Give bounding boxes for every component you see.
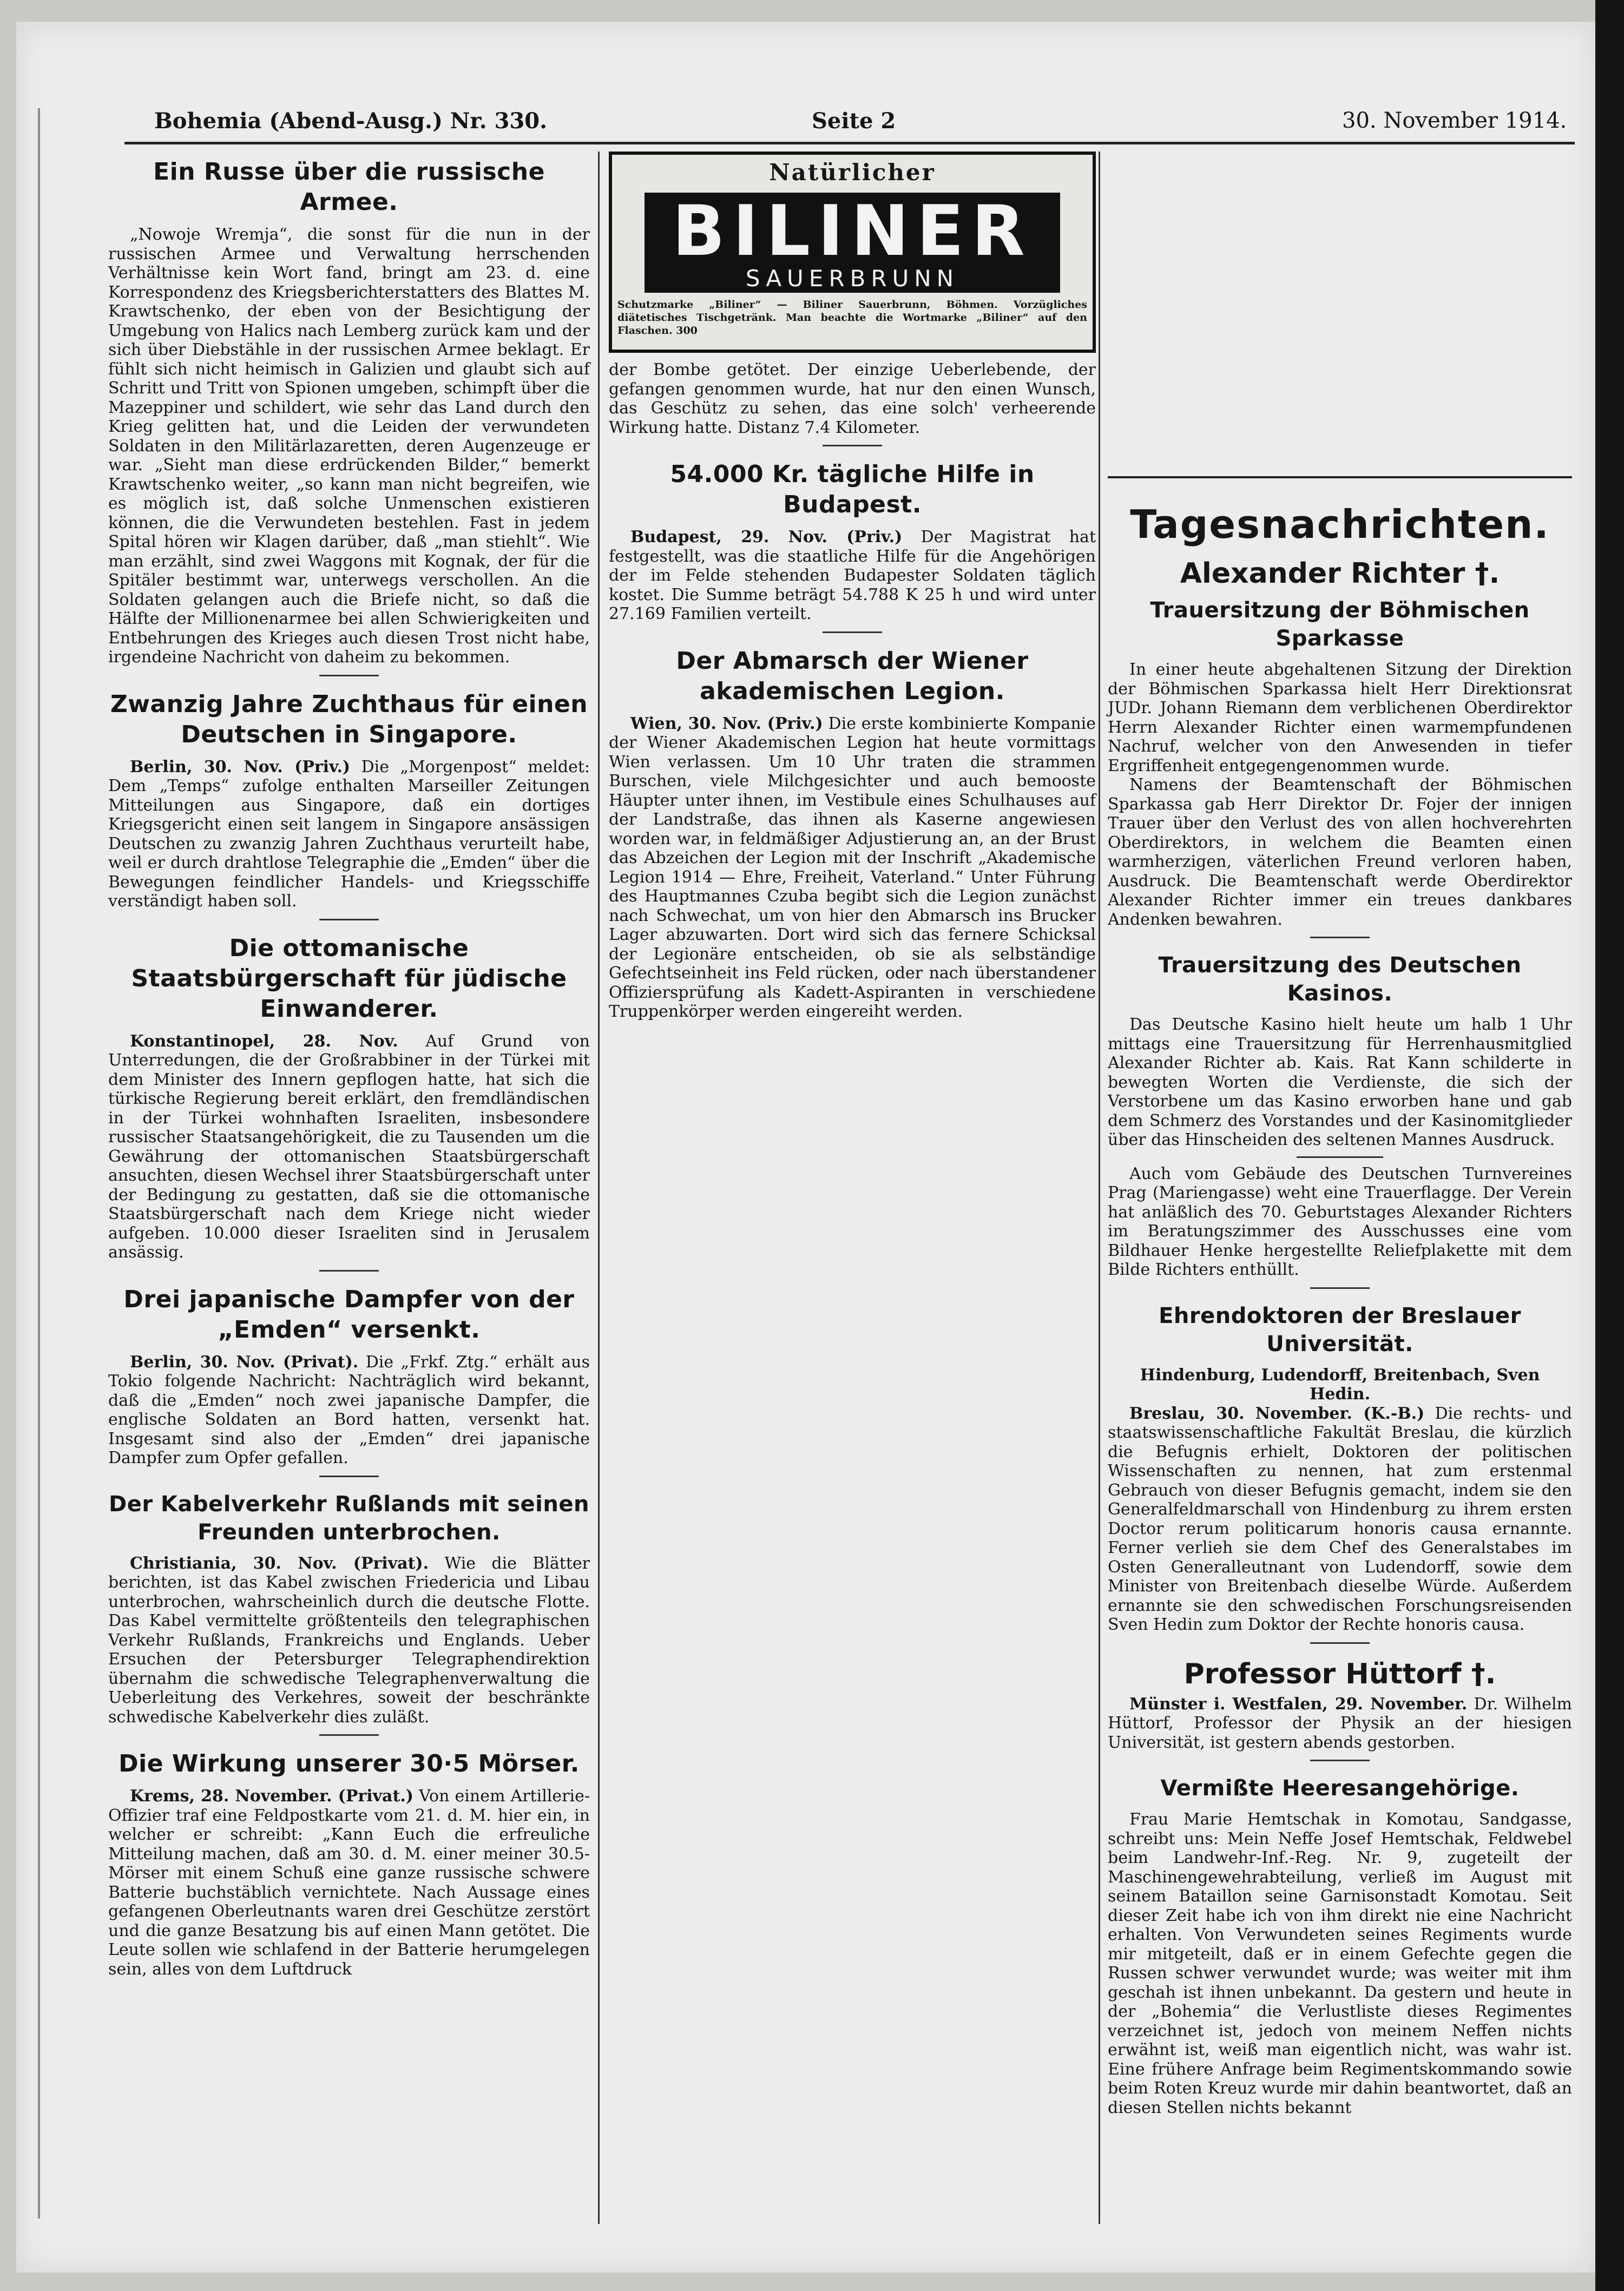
- article-title: Ehrendoktoren der Breslauer Universität.: [1159, 1303, 1521, 1357]
- obituary-title: Professor Hüttorf †.: [1184, 1657, 1496, 1690]
- article-title: Ein Russe über die russische Armee.: [153, 158, 545, 216]
- biliner-advertisement: [609, 152, 1096, 353]
- article-sparkasse: [1108, 596, 1572, 938]
- running-head-left: Bohemia (Abend-Ausg.) Nr. 330.: [154, 108, 548, 134]
- article-vermisst: [1108, 1774, 1572, 2117]
- article-body: [609, 528, 1096, 624]
- article-title: Vermißte Heeresangehörige.: [1160, 1776, 1520, 1801]
- column-rule: [598, 152, 600, 2224]
- article-title: Drei japanische Dampfer von der „Emden“ versenkt.: [123, 1285, 575, 1344]
- article-body: [1108, 1404, 1572, 1635]
- separator: [823, 445, 882, 446]
- article-huettorf: [1108, 1695, 1572, 1762]
- separator: [319, 919, 379, 920]
- article-text: Die rechts- und staatswissenschaftliche Fakultät Breslau, die kürzlich die Befugnis erhielt, Doktoren der politischen Wissenschaften zu nennen, hat zum erstenmal Gebrauch von dieser Befugnis gemacht, indem sie den Generalfeldmarschall von Hindenburg zu ihrem ersten Doctor rerum politicarum honoris causa ernannte. Ferner verlieh sie dem Chef des Generalstabes im Osten Generalleutnant von Ludendorff, sowie dem Minister von Breitenbach dieselbe Würde. Außerdem ernannte sie den schwedischen Forschungsreisenden Sven Hedin zum Doktor der Rechte honoris causa.: [1108, 1404, 1572, 1634]
- article-body: [1108, 1695, 1572, 1753]
- separator: [319, 1476, 379, 1477]
- dateline: Breslau, 30. November. (K.-B.): [1129, 1404, 1425, 1423]
- article-body: In einer heute abgehaltenen Sitzung der Direktion der Böhmischen Sparkassa hielt Herr Direktionsrat JUDr. Johann Riemann dem verblichenen Oberdirektor Herrn Alexander Richter einen warmempfundenen Nachruf, welcher von den Anwesenden in tiefer Ergriffenheit entgegengenommen wurde.: [1108, 660, 1572, 775]
- article-text: Dr. Wilhelm Hüttorf, Professor der Physik an der hiesigen Universität, ist gestern abends gestorben.: [1108, 1694, 1572, 1752]
- honoree-names: Hindenburg, Ludendorff, Breitenbach, Sven Hedin.: [1140, 1365, 1540, 1404]
- article-title: Trauersitzung des Deutschen Kasinos.: [1158, 953, 1522, 1006]
- separator: [1310, 1760, 1370, 1761]
- article-text: Von einem Artillerie-Offizier traf eine Feldpostkarte vom 21. d. M. hier ein, in welcher er schreibt: „Kann Euch die erfreuliche Mitteilung machen, daß am 30. d. M. einer meiner 30.5-Mörser mit einem Schuß eine ganze russische schwere Batterie buchstäblich vernichtete. Nach Aussage eines gefangenen Oberleutnants waren drei Geschütze zerstört und die ganze Besatzung bis auf einen Mann getötet. Die Leute sollen wie schlafend in der Batterie herumgelegen sein, alles von dem Luftdruck: [108, 1787, 590, 1979]
- obituary-title: Alexander Richter †.: [1180, 557, 1500, 590]
- article-kabel: [108, 1490, 590, 1736]
- scan-edge: [1595, 0, 1624, 2291]
- separator: [319, 1270, 379, 1272]
- separator: [1310, 937, 1370, 938]
- separator: [1310, 1642, 1370, 1644]
- dateline: Krems, 28. November. (Privat.): [130, 1787, 413, 1806]
- ad-subbrand: SAUERBRUNN: [745, 265, 959, 292]
- article-text: Der Magistrat hat festgestellt, was die staatliche Hilfe für die Angehörigen der im Felde stehenden Budapester Soldaten täglich kostet. Die Summe beträgt 54.788 K 25 h und wird unter 27.169 Familien verteilt.: [609, 528, 1096, 623]
- dateline: Münster i. Westfalen, 29. November.: [1129, 1694, 1468, 1714]
- article-body: Namens der Beamtenschaft der Böhmischen Sparkassa gab Herr Direktor Dr. Fojer der innigen Trauer über den Verlust des von allen hochverehrten Oberdirektors, in welchem die Beamten einen warmherzigen, väterlichen Freund verloren haben, Ausdruck. Die Beamtenschaft werde Oberdirektor Alexander Richter immer ein treues dankbares Andenken bewahren.: [1108, 775, 1572, 929]
- separator: [319, 1734, 379, 1736]
- article-text: Die „Morgenpost“ meldet: Dem „Temps“ zufolge enthalten Marseiller Zeitungen Mitteilungen aus Singapore, daß ein dortiges Kriegsgericht einen seit langem in Singapore ansässigen Deutschen zu zwanzig Jahren Zuchthaus verurteilt habe, weil er durch drahtlose Telegraphie die „Emden“ über die Bewegungen feindlicher Handels- und Kriegsschiffe verständigt haben soll.: [108, 757, 590, 911]
- article-body: [108, 1032, 590, 1262]
- section-title: Tagesnachrichten.: [1130, 502, 1550, 547]
- fold-line: [38, 108, 40, 2218]
- article-body: [108, 1787, 590, 1979]
- article-legion: [609, 646, 1096, 1022]
- section-rule: [1108, 476, 1572, 478]
- dateline: Berlin, 30. Nov. (Privat).: [130, 1352, 359, 1372]
- article-title: Der Abmarsch der Wiener akademischen Legion.: [676, 647, 1029, 705]
- article-continued: [609, 360, 1096, 446]
- separator: [1310, 1287, 1370, 1289]
- article-title: Der Kabelverkehr Rußlands mit seinen Freunden unterbrochen.: [109, 1491, 589, 1545]
- article-text: Die „Frkf. Ztg.“ erhält aus Tokio folgende Nachricht: Nachträglich wird bekannt, daß die „Emden“ noch zwei japanische Dampfer, die englische Soldaten an Bord hatten, versenkt hat. Insgesamt sind also der „Emden“ drei japanische Dampfer zum Opfer gefallen.: [108, 1352, 590, 1467]
- running-head-page: Seite 2: [812, 108, 896, 134]
- article-singapore: [108, 689, 590, 920]
- article-body: Das Deutsche Kasino hielt heute um halb 1 Uhr mittags eine Trauersitzung für Herrenhausmitglied Alexander Richter ab. Kais. Rat Kann schilderte in bewegten Worten die Verdienste, die sich der Verstorbene um das Kasino erworben hane und gab dem Schmerz des Vorstandes und der Kasinomitglieder über das Hinscheiden des seltenen Mannes Ausdruck.: [1108, 1015, 1572, 1149]
- article-russe: [108, 157, 590, 676]
- article-title: 54.000 Kr. tägliche Hilfe in Budapest.: [670, 460, 1035, 518]
- article-text: Wie die Blätter berichten, ist das Kabel zwischen Friedericia und Libau unterbrochen, wahrscheinlich durch die deutsche Flotte. Das Kabel vermittelte größtenteils den telegraphischen Verkehr Rußlands, Frankreichs und Englands. Ueber Ersuchen der Petersburger Telegraphendirektion übernahm die schwedische Telegraphenverwaltung die Ueberleitung des Verkehres, soweit der beschränkte schwedische Kabelverkehr dies zuläßt.: [108, 1553, 590, 1727]
- ad-logo-box: [645, 193, 1060, 293]
- article-emden: [108, 1285, 590, 1477]
- dateline: Berlin, 30. Nov. (Priv.): [130, 757, 351, 776]
- column-2: [609, 152, 1096, 1035]
- dateline: Budapest, 29. Nov. (Priv.): [630, 528, 903, 547]
- running-head-date: 30. November 1914.: [1342, 108, 1567, 133]
- column-3: [1096, 152, 1572, 2130]
- article-body: [108, 1554, 590, 1727]
- header-rule: [124, 142, 1575, 144]
- column-1: [108, 152, 590, 1992]
- ad-tagline: Natürlicher: [769, 159, 936, 186]
- article-title: Zwanzig Jahre Zuchthaus für einen Deutschen in Singapore.: [110, 690, 588, 748]
- article-body: der Bombe getötet. Der einzige Ueberlebende, der gefangen genommen wurde, hat nur den einen Wunsch, das Geschütz zu sehen, das eine solch' verheerende Wirkung hatte. Distanz 7.4 Kilometer.: [609, 360, 1096, 437]
- separator: [1297, 1156, 1383, 1158]
- article-title: Die Wirkung unserer 30·5 Mörser.: [119, 1750, 580, 1778]
- article-moerser: [108, 1749, 590, 1979]
- separator: [823, 631, 882, 633]
- article-title: Trauersitzung der Böhmischen Sparkasse: [1150, 598, 1530, 651]
- article-body: Frau Marie Hemtschak in Komotau, Sandgasse, schreibt uns: Mein Neffe Josef Hemtschak, Feldwebel beim Landwehr-Inf.-Reg. Nr. 9, zugeteilt der Maschinengewehrabteilung, verließ im August mit seinem Bataillon seine Garnisonstadt Komotau. Seit dieser Zeit habe ich von ihm direkt nie eine Nachricht erhalten. Von Verwundeten seines Regiments wurde mir mitgeteilt, daß er in einem Gefechte gegen die Russen schwer verwundet wurde; was weiter mit ihm geschah ist ihnen unbekannt. Da gestern und heute in der „Bohemia“ die Verlustliste dieses Regimentes verzeichnet ist, jedoch von meinem Neffen nichts erwähnt ist, weiß man eigentlich nicht, was wahr ist. Eine frühere Anfrage beim Regimentskommando sowie beim Roten Kreuz wurde mir dahin beantwortet, daß an diesen Stellen nichts bekannt: [1108, 1810, 1572, 2117]
- article-budapest: [609, 459, 1096, 633]
- article-body: [108, 1353, 590, 1468]
- separator: [319, 675, 379, 676]
- article-text: Die erste kombinierte Kompanie der Wiener Akademischen Legion hat heute vormittags Wien verlassen. Um 10 Uhr traten die strammen Burschen, viele Milchgesichter und auch bemooste Häupter unter ihnen, im Vestibule eines Schulhauses auf der Landstraße, das ihnen als Kaserne angewiesen worden war, in feldmäßiger Adjustierung an, an der Brust das Abzeichen der Legion mit der Inschrift „Akademische Legion 1914 — Ehre, Freiheit, Vaterland.“ Unter Führung des Hauptmannes Czuba begibt sich die Legion zunächst nach Schwechat, um von hier den Abmarsch ins Brucker Lager abzuwarten. Dort wird sich das fernere Schicksal der Legionäre entscheiden, ob sie als selbständige Gefechtseinheit ins Feld rücken, oder nach überstandener Offiziersprüfung als Kadett-Aspiranten in verschiedene Truppenkörper werden eingereiht werden.: [609, 714, 1096, 1021]
- article-body: „Nowoje Wremja“, die sonst für die nun in der russischen Armee und Verwaltung herrschenden Verhältnisse kein Wort fand, bringt am 23. d. eine Korrespondenz des Kriegsberichterstatters des Blattes M. Krawtschenko, der eben von der Besichtigung der Umgebung von Halics nach Lemberg zurück kam und der sich über Diebstähle in der russischen Armee beklagt. Er fühlt sich nicht heimisch in Galizien und glaubt sich auf Schritt und Tritt von Spionen umgeben, schimpft über die Mazeppiner und schildert, wie sehr das Land durch den Krieg gelitten hat, und die Leiden der verwundeten Soldaten in den Militärlazaretten, deren Augenzeuge er war. „Sieht man diese erdrückenden Bilder,“ bemerkt Krawtschenko weiter, „so kann man nicht begreifen, wie es möglich ist, daß solche Unmenschen existieren können, die die Verwundeten bestehlen. Fast in jedem Spital hören wir Klagen darüber, daß „man stiehlt“. Wie man erzählt, sind zwei Waggons mit Kognak, der für die Spitäler bestimmt war, unterwegs verschollen. An die Soldaten gelangen auch die Briefe nicht, so daß die Hälfte der Millionenarmee bei allen Schwierigkeiten und Entbehrungen des Krieges auch diesen Trost nicht habe, irgendeine Nachricht von daheim zu bekommen.: [108, 225, 590, 667]
- article-ehrendoktoren: [1108, 1302, 1572, 1644]
- dateline: Christiania, 30. Nov. (Privat).: [130, 1553, 429, 1573]
- article-text: Auf Grund von Unterredungen, die der Großrabbiner in der Türkei mit dem Minister des Innern gepflogen hatte, hat sich die türkische Regierung bereit erklärt, den fremdländischen in der Türkei wohnhaften Israeliten, insbesondere russischer Staatsangehörigkeit, die zu Tausenden um die Gewährung der ottomanischen Staatsbürgerschaft ansuchten, diesen Wechsel ihrer Staatsbürgerschaft unter der Bedingung zu gestatten, daß sie die ottomanische Staatsbürgerschaft nach dem Kriege nicht wieder aufgeben. 10.000 dieser Israeliten sind in Jerusalem ansässig.: [108, 1031, 590, 1262]
- dateline: Konstantinopel, 28. Nov.: [130, 1031, 398, 1051]
- article-body: Auch vom Gebäude des Deutschen Turnvereines Prag (Mariengasse) weht eine Trauerflagge. Der Verein hat anläßlich des 70. Geburtstages Alexander Richters im Beratungszimmer des Ausschusses eine vom Bildhauer Henke hergestellte Reliefplakette mit dem Bilde Richters enthüllt.: [1108, 1164, 1572, 1279]
- dateline: Wien, 30. Nov. (Priv.): [630, 714, 823, 733]
- ad-fineprint: Schutzmarke „Biliner“ — Biliner Sauerbrunn, Böhmen. Vorzügliches diätetisches Tischgetränk. Man beachte die Wortmarke „Biliner“ auf den Flaschen. 300: [617, 299, 1087, 337]
- article-body: [609, 714, 1096, 1022]
- ad-brand: BILINER: [672, 191, 1033, 272]
- article-ottoman: [108, 933, 590, 1272]
- article-title: Die ottomanische Staatsbürgerschaft für jüdische Einwanderer.: [131, 934, 567, 1023]
- article-body: [108, 758, 590, 911]
- article-kasino: [1108, 951, 1572, 1289]
